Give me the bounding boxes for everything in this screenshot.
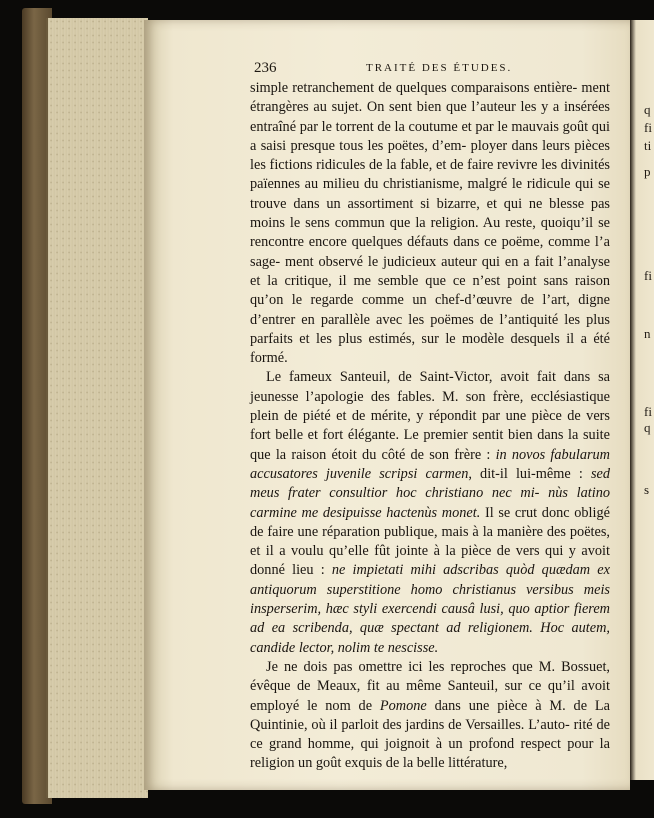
facing-page-fragment: ti: [644, 138, 652, 153]
facing-page-fragment: s: [644, 482, 650, 497]
text-run: Il se crut donc obligé de faire une réparation publique, mais à la manière des poëtes, et il a voulu qu’elle fût jointe à la pièce de vers qui y avoit donné lieu :: [250, 504, 610, 579]
text-run: , dit-il lui-même :: [468, 465, 591, 482]
facing-page-fragment: p: [644, 164, 651, 179]
facing-page-fragment: n: [644, 326, 651, 341]
facing-page-fragment: fi: [644, 404, 652, 419]
running-title: TRAITÉ DES ÉTUDES.: [366, 62, 513, 74]
facing-page-edge: [630, 20, 654, 780]
text-run: dans une pièce à M. de La Quintinie, où il parloit des jardins de Versailles. L’auto- rité de ce grand homme, qui joignoit à un profond respect pour la religion un goût exquis de la belle littérature,: [250, 697, 610, 772]
latin-quotation: in novos fabularum accusatores juvenile scripsi carmen: [250, 446, 610, 482]
page-body-text: [250, 79, 610, 774]
facing-page-fragment: q: [644, 420, 651, 435]
page-number: 236: [254, 60, 277, 76]
facing-page-fragment: q: [644, 102, 651, 117]
text-run: Le fameux Santeuil, de Saint-Victor, avoit fait dans sa jeunesse l’apologie des fables. M. son frère, ecclésiastique plein de piété et de mérite, y répondit par une pièce de vers fort belle et fort élégante. Le premier sentit bien dans la suite que la raison étoit du côté de son frère :: [250, 369, 610, 463]
text-run: Je ne dois pas omettre ici les reproches que M. Bossuet, évêque de Meaux, fit au même Santeuil, sur ce qu’il avoit employé le nom de: [250, 658, 610, 714]
text-run: simple retranchement de quelques comparaisons entière- ment étrangères au sujet. On sent bien que l’auteur les y a insérées entraîné par le torrent de la coutume et par le mauvais goût qui a saisi presque tous les poëtes, d’em- ployer dans leurs pièces les fictions ridicules de la fable, et de faire revivre les divinités païennes au milieu du christianisme, malgré le ridicule qui se trouve dans un assortiment si bizarre, et qui ne blesse pas moins le sens commun que la religion. Au reste, quoiqu’il se rencontre encore quelques défauts dans ce poëme, comme l’a sage- ment observé le judicieux auteur qui en a fait l’analyse et la critique, il me semble que ce n’est point sans raison qu’on le regarde comme un chef-d’œuvre de l’art, digne d’entrer en parallèle avec les poëmes de l’antiquité les plus parfaits et les plus estimés, sur le modèle desquels il a été formé.: [250, 80, 610, 367]
paragraph: [250, 658, 610, 774]
latin-quotation: Pomone: [379, 697, 427, 714]
facing-page-fragment: fi: [644, 268, 652, 283]
facing-page-fragment: fi: [644, 120, 652, 135]
page-header: [254, 60, 624, 78]
page-stack-edge: [46, 18, 148, 798]
latin-quotation: ne impietati mihi adscribas quòd quædam ex antiquorum superstitione homo christianus versibus meis insperserim, hæc styli exercendi causâ lusi, quo aptior fierem ad ea scribenda, quæ spectant ad religionem. Hoc autem, candide lector, nolim te nescisse.: [250, 562, 610, 656]
paragraph: [250, 79, 610, 368]
latin-quotation: sed meus frater consultior hoc christiano nec mi- nùs latino carmine me desipuisse hactenùs monet.: [250, 465, 610, 521]
paragraph: [250, 368, 610, 657]
